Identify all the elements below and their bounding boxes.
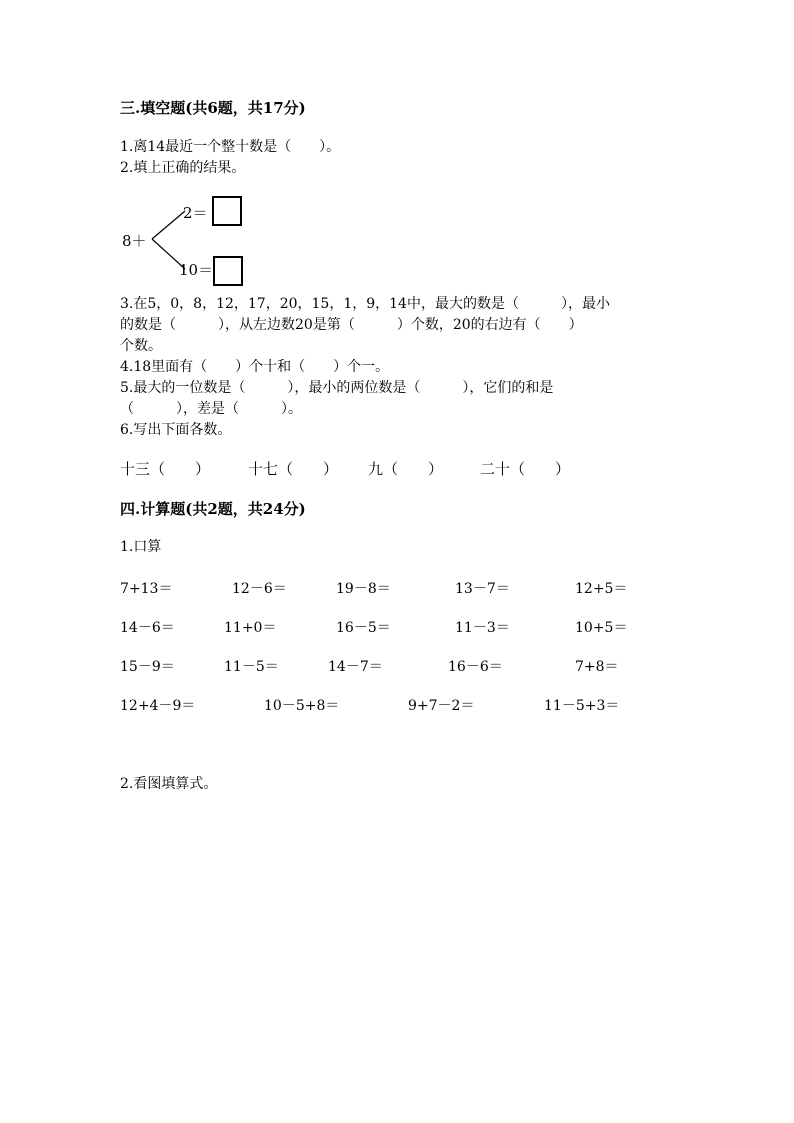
calc-item: 9+7－2＝ [408, 698, 475, 714]
question-4: 4.18里面有（ ）个十和（ ）个一。 [120, 359, 390, 375]
chinese-number-item: 九（ ） [368, 460, 444, 478]
chinese-number-item: 十三（ ） [120, 460, 211, 478]
calc-item: 19－8＝ [336, 581, 391, 597]
question-6: 6.写出下面各数。 [120, 422, 232, 438]
calc-item: 12+4－9＝ [120, 698, 196, 714]
question-3-line-3: 个数。 [120, 338, 162, 354]
calc-question-2: 2.看图填算式。 [120, 776, 218, 792]
calc-item: 16－5＝ [336, 620, 391, 636]
calc-item: 12+5＝ [575, 581, 628, 597]
calc-item: 7+8＝ [575, 659, 619, 675]
question-1: 1.离14最近一个整十数是（ ）。 [120, 139, 341, 155]
calc-item: 14－6＝ [120, 620, 175, 636]
question-5-line-2: （ ），差是（ ）。 [120, 401, 302, 417]
calc-item: 14－7＝ [328, 659, 383, 675]
calc-item: 16－6＝ [448, 659, 503, 675]
answer-box-bottom[interactable] [213, 256, 243, 286]
calc-item: 11－5＝ [224, 659, 279, 675]
chinese-number-item: 二十（ ） [480, 460, 571, 478]
calc-item: 15－9＝ [120, 659, 175, 675]
section4-title: 四.计算题(共2题，共24分) [120, 500, 306, 518]
calc-item: 13－7＝ [455, 581, 510, 597]
calc-item: 10+5＝ [575, 620, 628, 636]
calc-item: 10－5+8＝ [264, 698, 340, 714]
calc-item: 12－6＝ [232, 581, 287, 597]
diagram-left-expression: 8＋ [122, 232, 147, 250]
answer-box-top[interactable] [212, 196, 242, 226]
diagram-top-expression: 2＝ [183, 204, 208, 222]
calc-question-1: 1.口算 [120, 539, 162, 555]
question-3-line-1: 3.在5，0，8，12，17，20，15，1，9，14中，最大的数是（ ），最小 [120, 296, 610, 312]
diagram-bottom-expression: 10＝ [179, 261, 214, 279]
section3-title: 三.填空题(共6题，共17分) [120, 99, 306, 117]
question-5-line-1: 5.最大的一位数是（ ），最小的两位数是（ ），它们的和是 [120, 380, 554, 396]
chinese-number-item: 十七（ ） [248, 460, 339, 478]
calc-item: 7+13＝ [120, 581, 173, 597]
calc-item: 11－3＝ [455, 620, 510, 636]
calc-item: 11－5+3＝ [544, 698, 620, 714]
question-3-line-2: 的数是（ ），从左边数20是第（ ）个数，20的右边有（ ） [120, 317, 583, 333]
question-2: 2.填上正确的结果。 [120, 160, 246, 176]
calc-item: 11+0＝ [224, 620, 277, 636]
